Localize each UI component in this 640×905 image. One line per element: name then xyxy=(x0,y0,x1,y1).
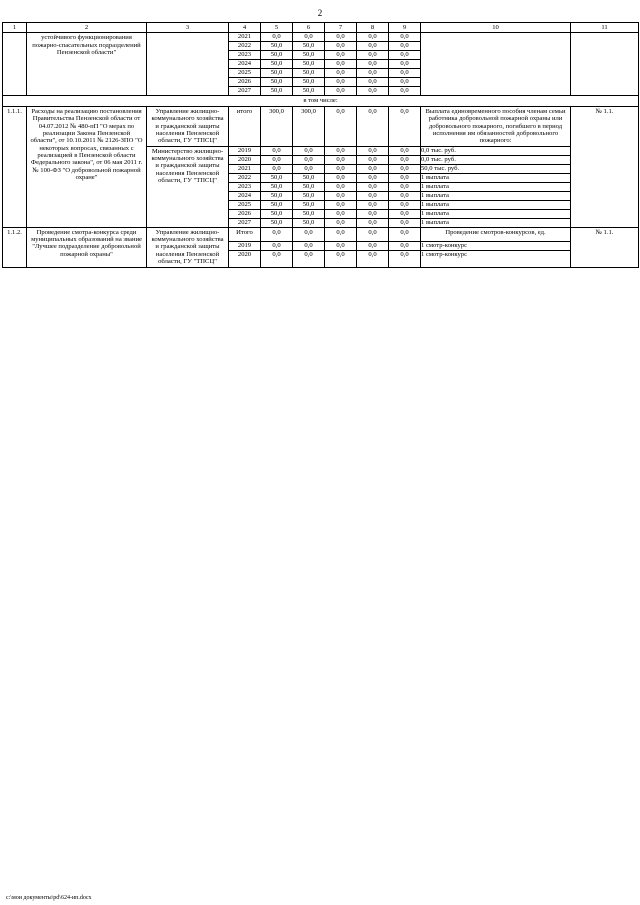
program-table xyxy=(2,22,639,268)
header-row xyxy=(3,23,639,33)
activity-name: Проведение смотра-конкурса среди муниципальных образований на звание "Лучшее подразделение добровольной пожарной охраны" xyxy=(27,227,147,267)
file-path-footer: c:\мои документы\pd\624-ип.docx xyxy=(6,895,92,901)
value-cell: 0,0 0,0 0,0 0,0 0,0 0,0 0,0 xyxy=(389,33,421,96)
row-number: 1.1.2. xyxy=(3,227,27,267)
value-cell: 0,0 0,0 xyxy=(261,242,293,267)
value-cell: 0,0 0,0 0,0 0,0 0,0 0,0 0,0 0,0 0,0 xyxy=(325,146,357,227)
value-cell: 0,0 0,0 0,0 0,0 0,0 0,0 0,0 xyxy=(325,33,357,96)
total-label: Итого xyxy=(229,227,261,242)
col-header-4: 4 xyxy=(229,23,261,33)
executor: Министерство жилищно-коммунального хозяйства и гражданской защиты населения Пензенской области, ГУ "ТПСЦ" xyxy=(147,146,229,227)
col-header-7: 7 xyxy=(325,23,357,33)
year-cell: 2019 2020 2021 2022 2023 2024 2025 2026 2027 xyxy=(229,146,261,227)
value-cell: 0,0 0,0 0,0 0,0 0,0 0,0 0,0 0,0 0,0 xyxy=(389,146,421,227)
col-header-11: 11 xyxy=(571,23,639,33)
executor: Управление жилищно-коммунального хозяйства и гражданской защиты населения Пензенской области, ГУ "ТПСЦ" xyxy=(147,227,229,267)
total-label: итого xyxy=(229,106,261,146)
cont-name: устойчивого функционирования пожарно-спасательных подразделений Пензенской области" xyxy=(27,33,147,96)
table-row: 1.1.2. Проведение смотра-конкурса среди муниципальных образований на звание "Лучшее подразделение добровольной пожарной охраны" Управление жилищно-коммунального хозяйства и гражданской защиты населения Пензенской области, ГУ "ТПСЦ" Итого 0,0 0,0 0,0 0,0 0,0 Проведение смотров-конкурсов, ед. № 1.1. xyxy=(3,227,639,242)
col-header-6: 6 xyxy=(293,23,325,33)
page-number: 2 xyxy=(317,8,323,18)
indicator-values: 0,0 тыс. руб. 0,0 тыс. руб. 50,0 тыс. руб. 1 выплата 1 выплата 1 выплата 1 выплата 1 выплата 1 выплата xyxy=(421,146,571,227)
indicator-ref: № 1.1. xyxy=(571,106,639,227)
col-header-5: 5 xyxy=(261,23,293,33)
indicator-text: Проведение смотров-конкурсов, ед. xyxy=(421,227,571,242)
value-cell: 0,0 0,0 xyxy=(389,242,421,267)
indicator-text: Выплата единовременного пособия членам семьи работника добровольной пожарной охраны или добровольного пожарного, погибшего в период исполнения им обязанностей добровольного пожарного: xyxy=(421,106,571,146)
in-that-number-row xyxy=(3,96,639,106)
value-cell: 0,0 0,0 0,0 50,0 50,0 50,0 50,0 50,0 50,0 xyxy=(261,146,293,227)
col-header-9: 9 xyxy=(389,23,421,33)
value-cell: 0,0 0,0 0,0 0,0 0,0 0,0 0,0 0,0 0,0 xyxy=(357,146,389,227)
value-cell: 0,0 0,0 xyxy=(357,242,389,267)
year-cell: 2019 2020 xyxy=(229,242,261,267)
table-row: 1.1.1. Расходы на реализацию постановления Правительства Пензенской области от 04.07.2012 № 480-пП "О мерах по реализации Закона Пензенской области", от 10.10.2011 № 2126-ЗПО "О некоторых вопросах, связанных с реализацией в Пензенской области Федерального закона", от 06 мая 2011 г. № 100-ФЗ "О добровольной пожарной охране" Управление жилищно-коммунального хозяйства и гражданской защиты населения Пензенской области, ГУ "ТПСЦ" итого 300,0 300,0 0,0 0,0 0,0 Выплата единовременного пособия членам семьи работника добровольной пожарной охраны или добровольного пожарного, погибшего в период исполнения им обязанностей добровольного пожарного: № 1.1. xyxy=(3,106,639,146)
indicator-values: 1 смотр-конкурс 1 смотр-конкурс xyxy=(421,242,571,267)
in-that-number: в том числе: xyxy=(3,96,639,106)
value-cell: 0,0 0,0 xyxy=(325,242,357,267)
document-body xyxy=(0,22,640,890)
col-header-3: 3 xyxy=(147,23,229,33)
executor: Управление жилищно-коммунального хозяйства и гражданской защиты населения Пензенской области, ГУ "ТПСЦ" xyxy=(147,106,229,146)
col-header-10: 10 xyxy=(421,23,571,33)
col-header-2: 2 xyxy=(27,23,147,33)
value-cell: 0,0 0,0 xyxy=(293,242,325,267)
value-cell: 0,0 50,0 50,0 50,0 50,0 50,0 50,0 xyxy=(293,33,325,96)
indicator-ref: № 1.1. xyxy=(571,227,639,267)
value-cell: 0,0 0,0 0,0 0,0 0,0 0,0 0,0 xyxy=(357,33,389,96)
row-number: 1.1.1. xyxy=(3,106,27,227)
value-cell: 0,0 0,0 0,0 50,0 50,0 50,0 50,0 50,0 50,0 xyxy=(293,146,325,227)
table-row xyxy=(3,33,639,96)
value-cell: 0,0 50,0 50,0 50,0 50,0 50,0 50,0 xyxy=(261,33,293,96)
year-cell: 2021 2022 2023 2024 2025 2026 2027 xyxy=(229,33,261,96)
activity-name: Расходы на реализацию постановления Правительства Пензенской области от 04.07.2012 № 480-пП "О мерах по реализации Закона Пензенской области", от 10.10.2011 № 2126-ЗПО "О некоторых вопросах, связанных с реализацией в Пензенской области Федерального закона", от 06 мая 2011 г. № 100-ФЗ "О добровольной пожарной охране" xyxy=(27,106,147,227)
col-header-8: 8 xyxy=(357,23,389,33)
col-header-1: 1 xyxy=(3,23,27,33)
